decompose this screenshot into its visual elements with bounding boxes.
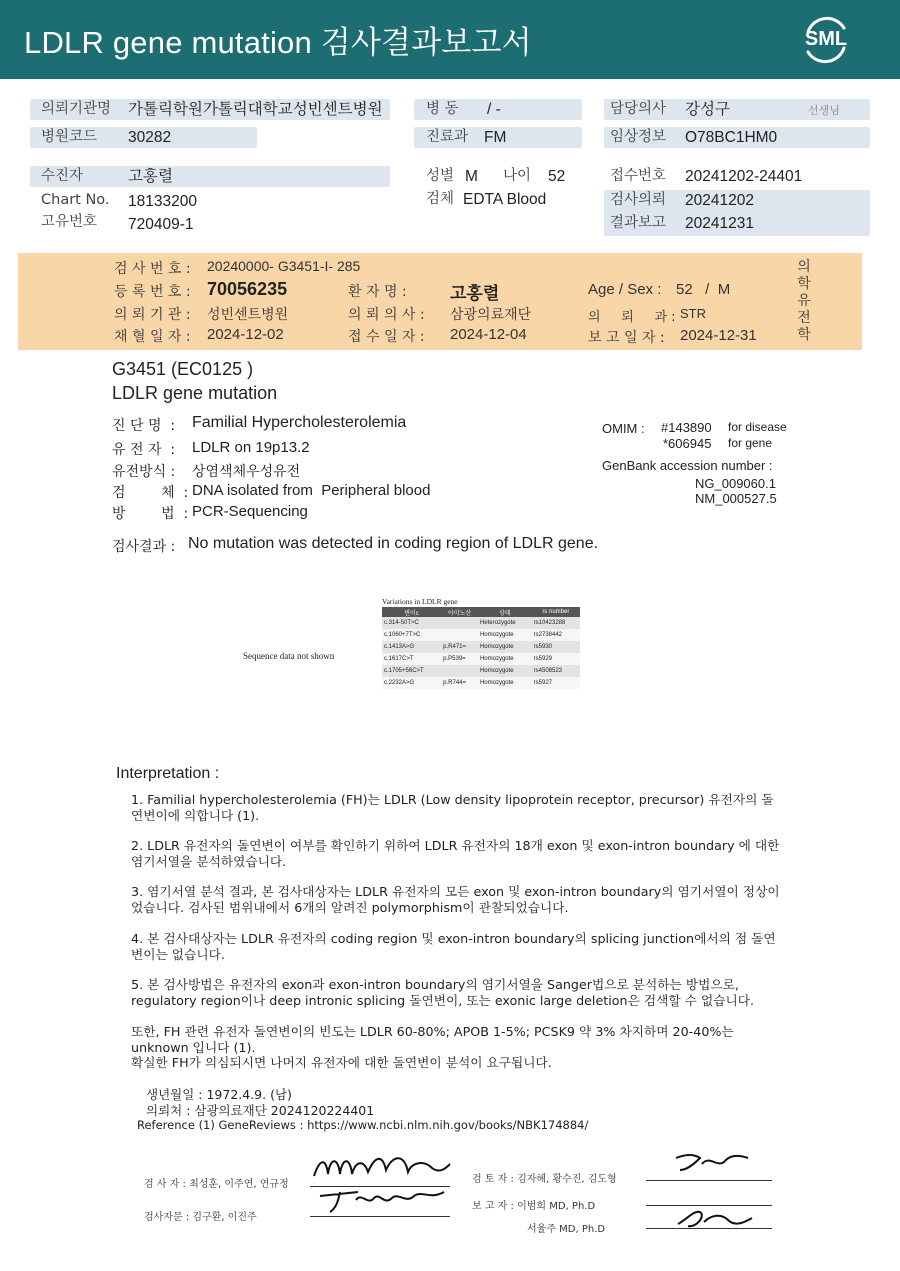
interpretation-item-5a: 5. 본 검사방법은 유전자의 exon과 exon-intron boundary의 염기서열을 Sanger법으로 분석하는 방법으로, regulatory region이나 deep intronic splicing 돌연변이, 또는 exonic large deletion은 검색할 수 없습니다. [131, 977, 754, 1008]
chart-no: 18133200 [128, 193, 197, 210]
band-org-label: 의 뢰 기 관 : [114, 307, 191, 323]
genbank-1: NG_009060.1 [695, 476, 776, 491]
hospital-code-label: 병원코드 [41, 129, 98, 145]
clinical-info: O78BC1HM0 [685, 129, 778, 146]
logo-text: SML [804, 28, 848, 50]
table-cell: c.1060+7T>C [382, 629, 441, 641]
band-vertical-dept: 의학유전학 [797, 259, 811, 343]
advisor-signature-icon [318, 1186, 448, 1216]
variants-header: rs number [532, 607, 580, 617]
diagnosis: Familial Hypercholesterolemia [192, 414, 407, 431]
band-test-no: 20240000- G3451-I- 285 [207, 258, 361, 274]
variants-header: 상태 [478, 607, 532, 617]
result-report-label: 결과보고 [610, 215, 667, 231]
patient-box [30, 166, 390, 187]
table-cell: rs4508523 [532, 665, 580, 677]
table-row [382, 629, 580, 641]
band-patient: 고홍렬 [450, 284, 500, 304]
specimen-detail-label: 검 체 : [112, 485, 189, 501]
table-cell: rs5927 [532, 677, 580, 689]
gene: LDLR on 19p13.2 [192, 439, 310, 456]
band-reg-no: 70056235 [207, 279, 288, 299]
table-cell: rs10423288 [532, 617, 580, 629]
variants-table [382, 607, 580, 689]
band-report: 2024-12-31 [680, 327, 757, 344]
omim-gene: *606945 [663, 436, 712, 451]
result-label: 검사결과 : [112, 539, 176, 555]
table-cell: c.1705+56C>T [382, 665, 441, 677]
band-patient-label: 환 자 명 : [348, 284, 407, 300]
header-bar [0, 0, 900, 79]
band-report-label: 보 고 일 자 : [588, 330, 665, 346]
reviewer-signature-icon [672, 1150, 752, 1174]
band-doctor-label: 의 뢰 의 사 : [348, 307, 425, 323]
omim-gene-note: for gene [728, 436, 773, 450]
table-row [382, 617, 580, 629]
interpretation-item-3: 3. 염기서열 분석 결과, 본 검사대상자는 LDLR 유전자의 모든 exon 및 exon-intron boundary의 염기서열이 정상이었습니다. 검사된 범위내에서 6개의 알려진 polymorphism이 관찰되었습니다. [131, 884, 780, 915]
interpretation-item-1: 1. Familial hypercholesterolemia (FH)는 LDLR (Low density lipoprotein receptor, precursor) 유전자의 돌연변이에 의합니다 (1). [131, 792, 774, 823]
table-cell: Homozygote [478, 677, 532, 689]
interpretation-item-2: 2. LDLR 유전자의 돌연변이 여부를 확인하기 위하여 LDLR 유전자의 18개 exon 및 exon-intron boundary 에 대한 염기서열을 분석하였습니다. [131, 838, 780, 869]
chart-no-label: Chart No. [41, 192, 110, 208]
department-label: 진료과 [426, 129, 469, 145]
patient-label: 수진자 [41, 168, 84, 184]
sex-label: 성별 [426, 168, 455, 184]
table-cell: c.1413A>G [382, 641, 441, 653]
band-dept-label: 의 뢰 과 : [588, 310, 676, 325]
method-label: 방 법 : [112, 506, 189, 522]
table-row [382, 641, 580, 653]
table-cell: rs5930 [532, 641, 580, 653]
band-collect-label: 채 혈 일 자 : [114, 329, 191, 345]
patient-name: 고홍렬 [128, 168, 173, 185]
hospital-code: 30282 [128, 129, 172, 146]
table-cell: p.P539= [441, 653, 478, 665]
table-row [382, 665, 580, 677]
table-cell: Heterozygote [478, 617, 532, 629]
band-age-sex: 52 / M [676, 281, 731, 298]
method: PCR-Sequencing [192, 503, 308, 520]
requesting-org-label: 의뢰기관명 [41, 101, 112, 117]
doctor-suffix: 선생님 [808, 104, 840, 117]
band-receive: 2024-12-04 [450, 326, 527, 343]
specimen-detail: DNA isolated from Peripheral blood [192, 482, 431, 499]
table-row [382, 677, 580, 689]
sex: M [465, 168, 478, 185]
requesting-org: 가톨릭학원가톨릭대학교성빈센트병원 [128, 101, 383, 118]
band-test-no-label: 검 사 번 호 : [114, 261, 191, 277]
examiners: 검 사 자 : 최성훈, 이주연, 연규정 [144, 1179, 289, 1190]
receipt-no: 20241202-24401 [685, 168, 803, 185]
table-cell: c.1617C>T [382, 653, 441, 665]
result-report-date: 20241231 [685, 215, 754, 232]
result-text: No mutation was detected in coding region of LDLR gene. [188, 535, 599, 552]
table-cell: c.314-50T>C [382, 617, 441, 629]
gene-label: 유 전 자 : [112, 442, 176, 458]
table-cell: c.2232A>G [382, 677, 441, 689]
table-cell: p.R471= [441, 641, 478, 653]
doctor: 강성구 [685, 101, 730, 118]
reviewer-signature-line [646, 1180, 772, 1181]
footer-reference: Reference (1) GeneReviews : https://www.ncbi.nlm.nih.gov/books/NBK174884/ [137, 1118, 589, 1132]
test-code: G3451 (EC0125 ) [112, 359, 254, 379]
table-cell [441, 665, 478, 677]
table-cell: Homozygote [478, 629, 532, 641]
specimen: EDTA Blood [463, 191, 547, 208]
table-cell: Homozygote [478, 665, 532, 677]
footer-dob: 생년월일 : 1972.4.9. (남) [146, 1087, 292, 1102]
age: 52 [548, 168, 566, 185]
table-cell: rs5929 [532, 653, 580, 665]
receipt-no-label: 접수번호 [610, 168, 667, 184]
table-cell [441, 629, 478, 641]
department: FM [484, 129, 507, 146]
table-cell: rs2738442 [532, 629, 580, 641]
band-reg-no-label: 등 록 번 호 : [114, 284, 191, 300]
reporter-2: 서율주 MD, Ph.D [527, 1224, 606, 1235]
test-request-label: 검사의뢰 [610, 192, 667, 208]
band-receive-label: 접 수 일 자 : [348, 329, 425, 345]
variants-header: 아미노산 [441, 607, 478, 617]
omim-disease-note: for disease [728, 420, 787, 434]
age-label: 나이 [503, 168, 532, 184]
reviewers: 검 토 자 : 김자혜, 황수진, 김도형 [472, 1174, 617, 1185]
reporter-signature-icon [672, 1206, 762, 1230]
sml-logo [800, 14, 852, 64]
report-title: LDLR gene mutation 검사결과보고서 [24, 25, 532, 60]
table-cell: Homozygote [478, 641, 532, 653]
band-age-sex-label: Age / Sex : [588, 281, 662, 298]
test-request-date: 20241202 [685, 192, 754, 209]
unique-no: 720409-1 [128, 216, 194, 233]
omim-disease: #143890 [661, 420, 712, 435]
ward: / - [487, 101, 501, 118]
genbank-label: GenBank accession number : [602, 458, 773, 473]
band-dept: STR [680, 306, 706, 321]
table-row [382, 653, 580, 665]
clinical-info-label: 임상정보 [610, 129, 667, 145]
band-org: 성빈센트병원 [207, 307, 289, 323]
test-name: LDLR gene mutation [112, 383, 278, 403]
inheritance: 상염색체우성유전 [192, 464, 301, 480]
inheritance-label: 유전방식 : [112, 464, 176, 480]
footer-requester: 의뢰처 : 삼광의료재단 2024120224401 [146, 1103, 375, 1118]
table-cell: p.R744= [441, 677, 478, 689]
band-collect: 2024-12-02 [207, 326, 284, 343]
interpretation-item-4: 4. 본 검사대상자는 LDLR 유전자의 coding region 및 exon-intron boundary의 splicing junction에서의 점 돌연변이는 없습니다. [131, 931, 776, 962]
omim-label: OMIM : [602, 421, 645, 436]
interpretation-item-5b: 또한, FH 관련 유전자 돌연변이의 빈도는 LDLR 60-80%; APOB 1-5%; PCSK9 약 3% 차지하며 20-40%는 unknown 입니다 (1). [131, 1024, 734, 1055]
specimen-label: 검체 [426, 191, 455, 207]
examiner-signature-icon [312, 1148, 452, 1188]
interpretation-title: Interpretation : [116, 765, 220, 782]
table-cell [441, 617, 478, 629]
advisor-signature-line [310, 1216, 450, 1217]
genbank-2: NM_000527.5 [695, 491, 777, 506]
unique-no-label: 고유번호 [41, 214, 98, 230]
table-cell: Homozygote [478, 653, 532, 665]
diagnosis-label: 진 단 명 : [112, 418, 176, 434]
variants-table-title: Variations in LDLR gene [382, 597, 458, 606]
sequence-note: Sequence data not shown [243, 651, 335, 661]
band-doctor: 삼광의료재단 [450, 307, 532, 323]
doctor-label: 담당의사 [610, 101, 667, 117]
reporter-1: 보 고 자 : 이범희 MD, Ph.D [472, 1201, 596, 1212]
variants-header: 변이c [382, 607, 441, 617]
ward-label: 병 동 [426, 101, 459, 117]
advisors: 검사자문 : 김구환, 이진주 [144, 1212, 257, 1223]
interpretation-item-5c: 확실한 FH가 의심되시면 나머지 유전자에 대한 돌연변이 분석이 요구됩니다. [131, 1055, 552, 1070]
